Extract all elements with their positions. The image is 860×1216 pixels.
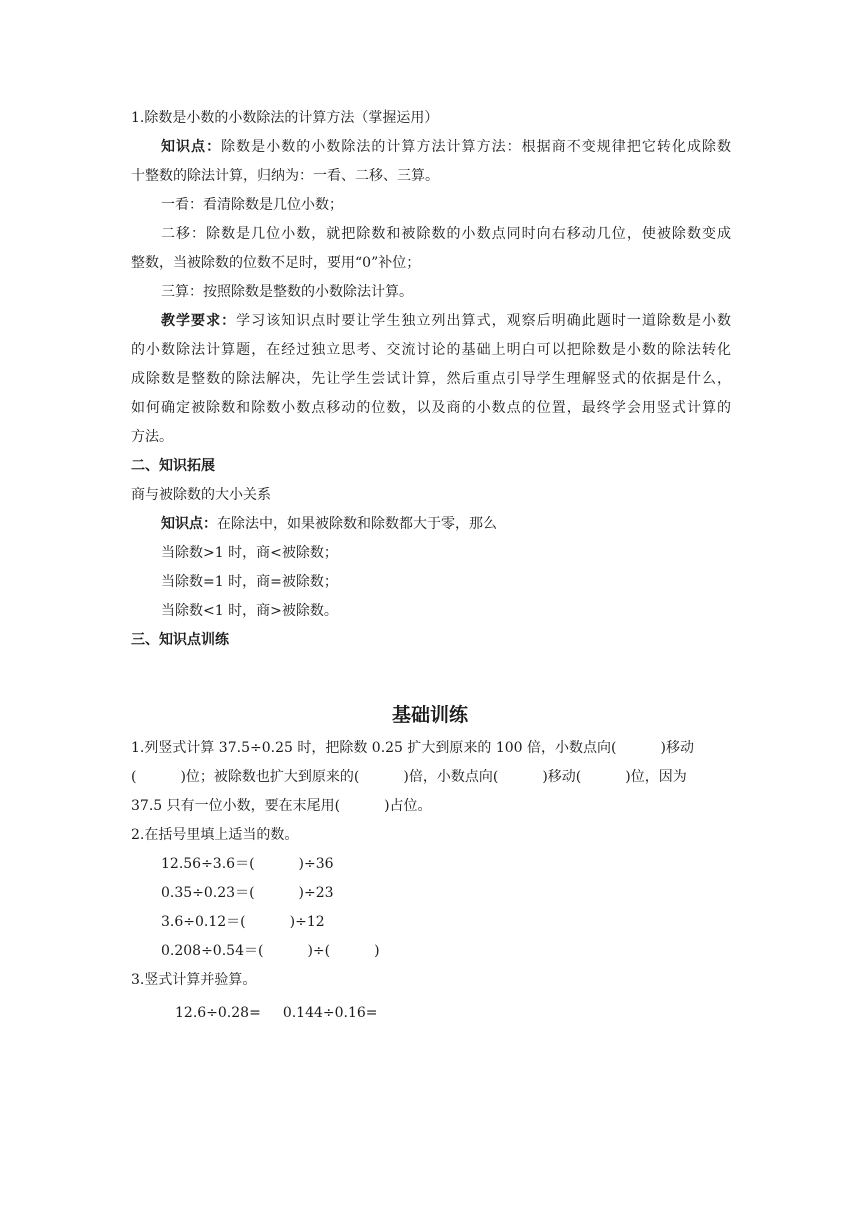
q2-text: )÷23 xyxy=(298,885,334,901)
q2-text: )÷36 xyxy=(298,856,334,872)
section2-subheading: 商与被除数的大小关系 xyxy=(131,487,271,503)
step-move-cont: 整数，当被除数的位数不足时，要用“0”补位； xyxy=(131,255,421,271)
step-look: 一看：看清除数是几位小数； xyxy=(161,197,343,213)
step-move: 二移：除数是几位小数，就把除数和被除数的小数点同时向右移动几位，使被除数变成 xyxy=(161,226,731,242)
kp-text: 除数是小数的小数除法的计算方法计算方法：根据商不变规律把它转化成除数 xyxy=(221,139,731,155)
q1-text: ( xyxy=(131,769,137,785)
q2-text: 0.208÷0.54＝( xyxy=(161,943,264,959)
requirement-line: 的小数除法计算题，在经过独立思考、交流讨论的基础上明白可以把除数是小数的除法转化 xyxy=(131,342,731,358)
q2-item xyxy=(161,908,731,937)
q1-text: )移动( xyxy=(542,769,582,785)
q3-expression: 12.6÷0.28= xyxy=(175,1005,261,1021)
section3-heading: 三、知识点训练 xyxy=(131,632,229,648)
requirement-line: 成除数是整数的除法解决，先让学生尝试计算，然后重点引导学生理解竖式的依据是什么， xyxy=(131,371,731,387)
q1-text: )移动 xyxy=(660,740,694,756)
q2-item xyxy=(161,850,731,879)
q3-expression: 0.144÷0.16= xyxy=(282,1005,378,1021)
q1-line3 xyxy=(131,792,731,821)
q2-text: ) xyxy=(374,943,380,959)
rule-less: 当除数<1 时，商>被除数。 xyxy=(161,603,338,619)
rule-greater: 当除数>1 时，商<被除数； xyxy=(161,545,338,561)
section1-heading: 1.除数是小数的小数除法的计算方法（掌握运用） xyxy=(131,110,439,126)
q2-text: )÷12 xyxy=(289,914,325,930)
requirement-line: 方法。 xyxy=(131,429,173,445)
q2-text: 12.56÷3.6＝( xyxy=(161,856,255,872)
q3-prompt: 3.竖式计算并验算。 xyxy=(131,972,257,988)
q2-item xyxy=(161,879,731,908)
requirement-text: 学习该知识点时要让学生独立列出算式，观察后明确此题时一道除数是小数 xyxy=(236,313,732,329)
kp-paragraph-line xyxy=(161,133,731,162)
q1-text: 37.5 只有一位小数，要在末尾用( xyxy=(131,798,341,814)
q2-item xyxy=(161,937,731,966)
q2-prompt: 2.在括号里填上适当的数。 xyxy=(131,827,299,843)
requirement-label: 教学要求： xyxy=(161,313,237,329)
training-title: 基础训练 xyxy=(391,704,468,726)
kp-paragraph-line: 十整数的除法计算，归纳为：一看、二移、三算。 xyxy=(131,168,439,184)
q1-text: )倍，小数点向( xyxy=(403,769,499,785)
kp-line xyxy=(161,510,731,539)
q2-text: )÷( xyxy=(307,943,331,959)
step-calc: 三算：按照除数是整数的小数除法计算。 xyxy=(161,284,413,300)
q1-line1 xyxy=(131,734,731,763)
rule-equal: 当除数=1 时，商=被除数； xyxy=(161,574,338,590)
kp-label: 知识点： xyxy=(161,139,222,155)
section2-heading: 二、知识拓展 xyxy=(131,458,215,474)
kp-text: 在除法中，如果被除数和除数都大于零，那么 xyxy=(217,516,497,532)
q2-text: 3.6÷0.12＝( xyxy=(161,914,246,930)
requirement-line: 如何确定被除数和除数小数点移动的位数，以及商的小数点的位置，最终学会用竖式计算的 xyxy=(131,400,731,416)
q3-items xyxy=(175,999,775,1028)
q1-text: )位，因为 xyxy=(625,769,687,785)
q1-text: )占位。 xyxy=(384,798,432,814)
q1-text: 1.列竖式计算 37.5÷0.25 时，把除数 0.25 扩大到原来的 100 倍，小数点向( xyxy=(131,740,617,756)
requirement-line xyxy=(161,307,731,336)
q2-text: 0.35÷0.23＝( xyxy=(161,885,255,901)
kp-label: 知识点： xyxy=(161,516,217,532)
q1-text: )位；被除数也扩大到原来的( xyxy=(180,769,360,785)
q1-line2 xyxy=(131,763,731,792)
